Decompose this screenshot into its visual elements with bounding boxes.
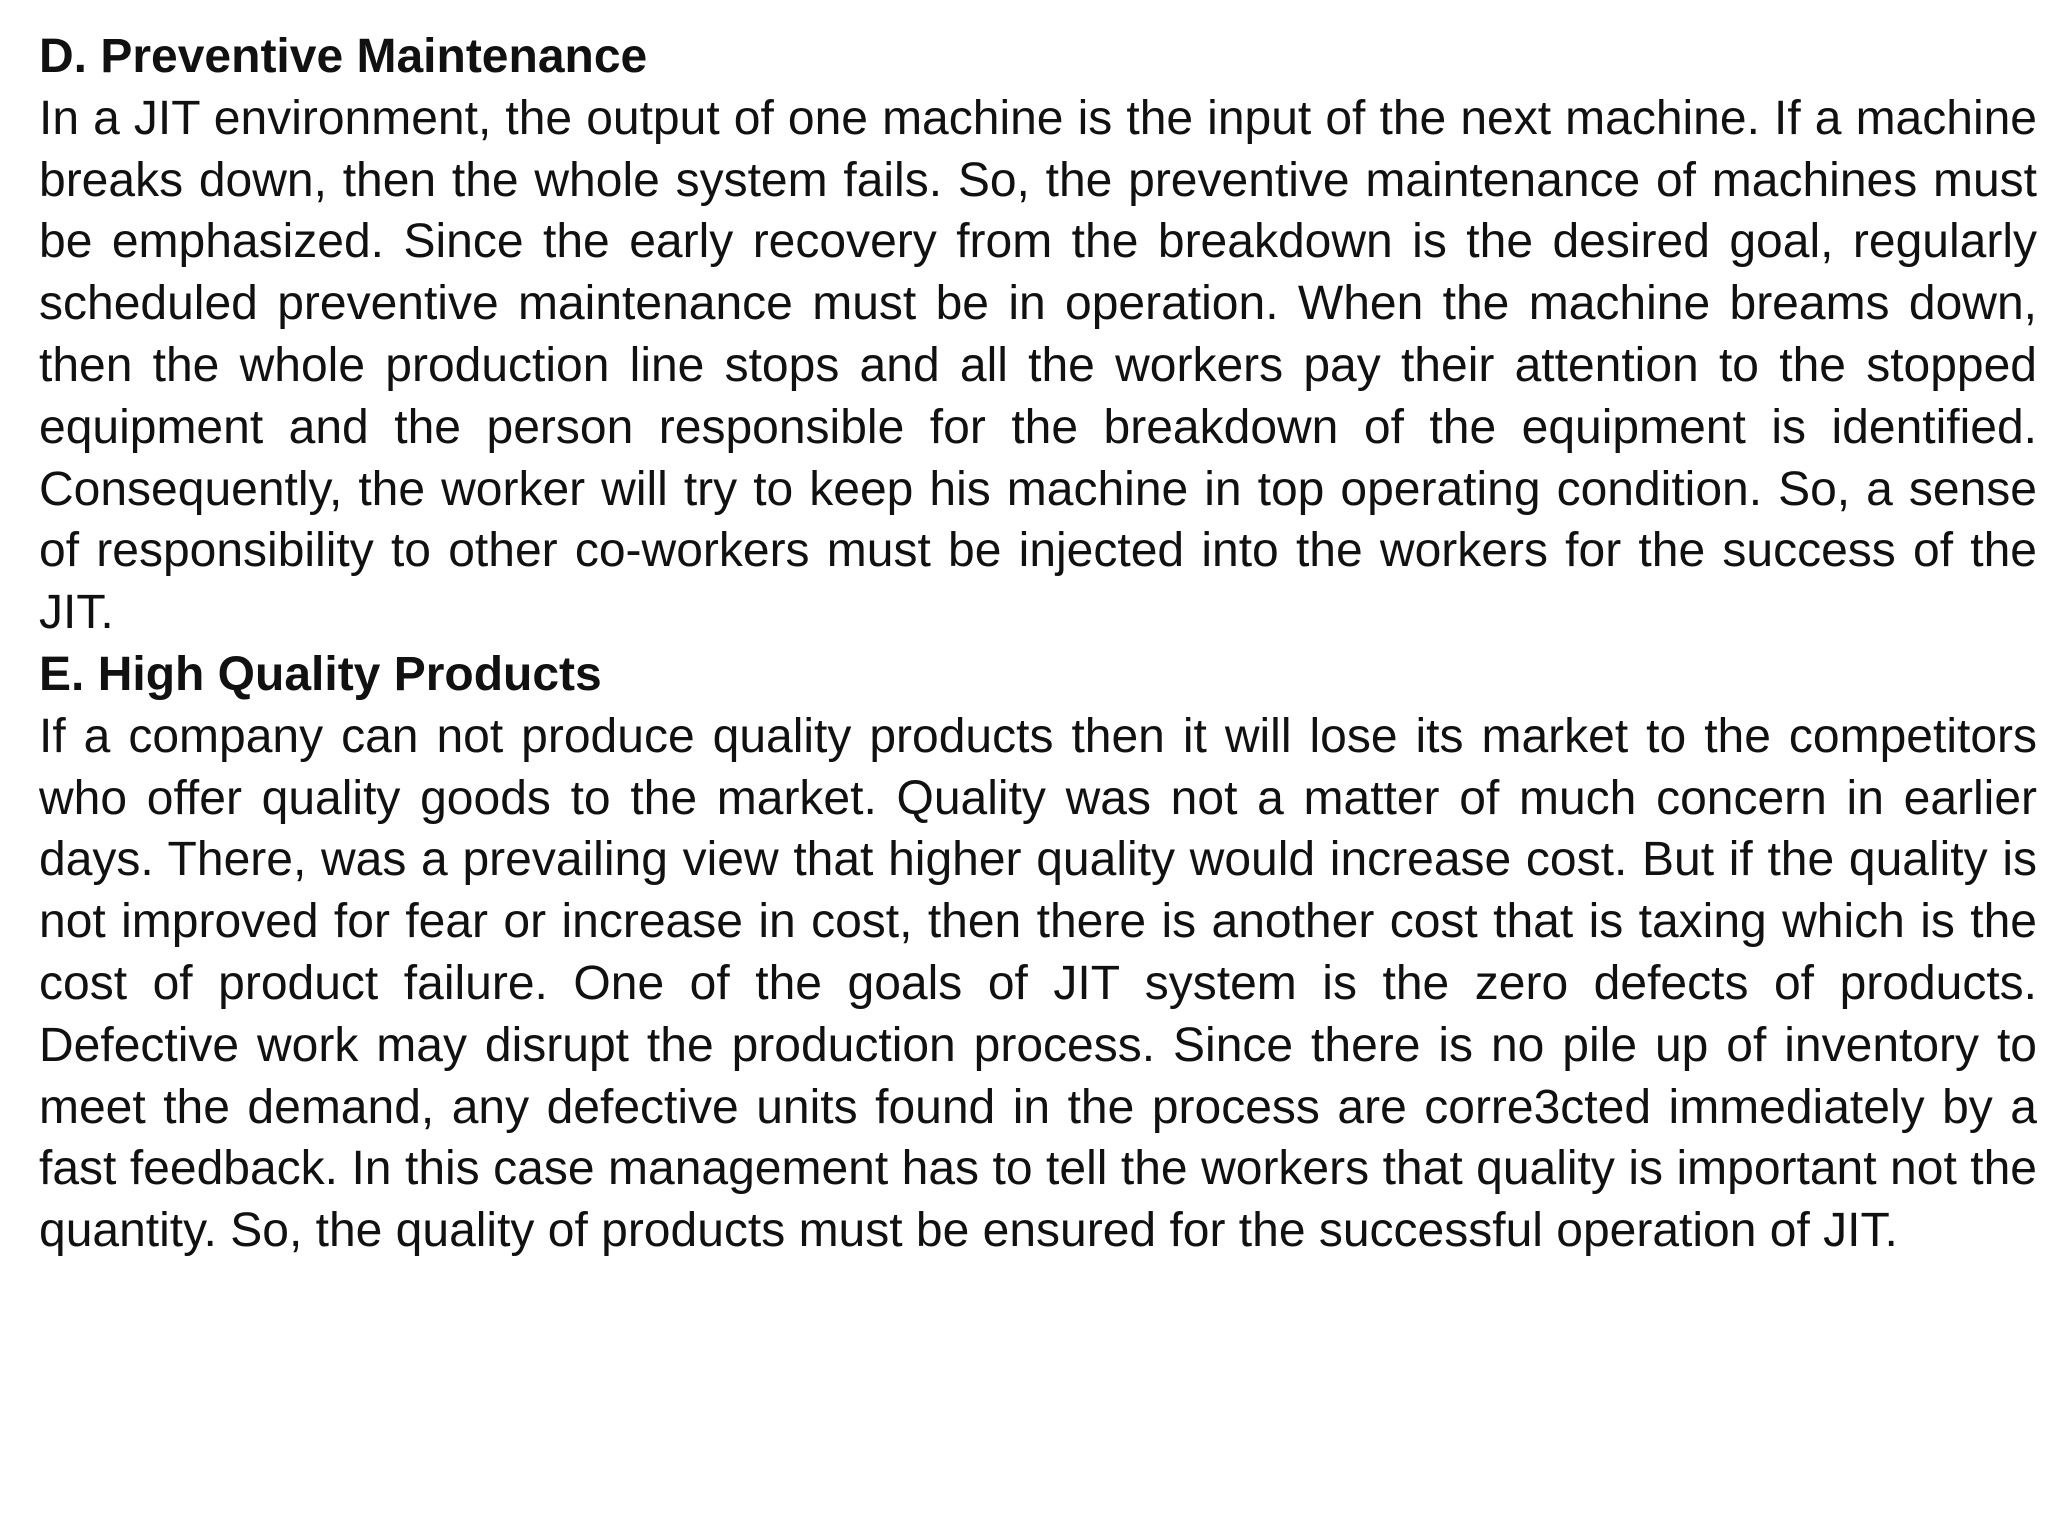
section-heading-high-quality-products: E. High Quality Products: [39, 647, 602, 701]
document-page: [39, 26, 2037, 1262]
section-body-preventive-maintenance: In a JIT environment, the output of one machine is the input of the next machine. If a machine breaks down, then the whole system fails. So, the preventive maintenance of machines must be emphasized. Since the early recovery from the breakdown is the desired goal, regularly scheduled preventive maintenance must be in operation. When the machine breams down, then the whole production line stops and all the workers pay their attention to the stopped equipment and the person responsible for the breakdown of the equipment is identified. Consequently, the worker will try to keep his machine in top operating condition. So, a sense of responsibility to other co-workers must be injected into the workers for the success of the JIT.: [39, 91, 2037, 640]
section-body-high-quality-products: If a company can not produce quality products then it will lose its market to the competitors who offer quality goods to the market. Quality was not a matter of much concern in earlier days. There, was a prevailing view that higher quality would increase cost. But if the quality is not improved for fear or increase in cost, then there is another cost that is taxing which is the cost of product failure. One of the goals of JIT system is the zero defects of products. Defective work may disrupt the production process. Since there is no pile up of inventory to meet the demand, any defective units found in the process are corre3cted immediately by a fast feedback. In this case management has to tell the workers that quality is important not the quantity. So, the quality of products must be ensured for the successful operation of JIT.: [39, 709, 2037, 1258]
section-heading-preventive-maintenance: D. Preventive Maintenance: [39, 30, 648, 83]
